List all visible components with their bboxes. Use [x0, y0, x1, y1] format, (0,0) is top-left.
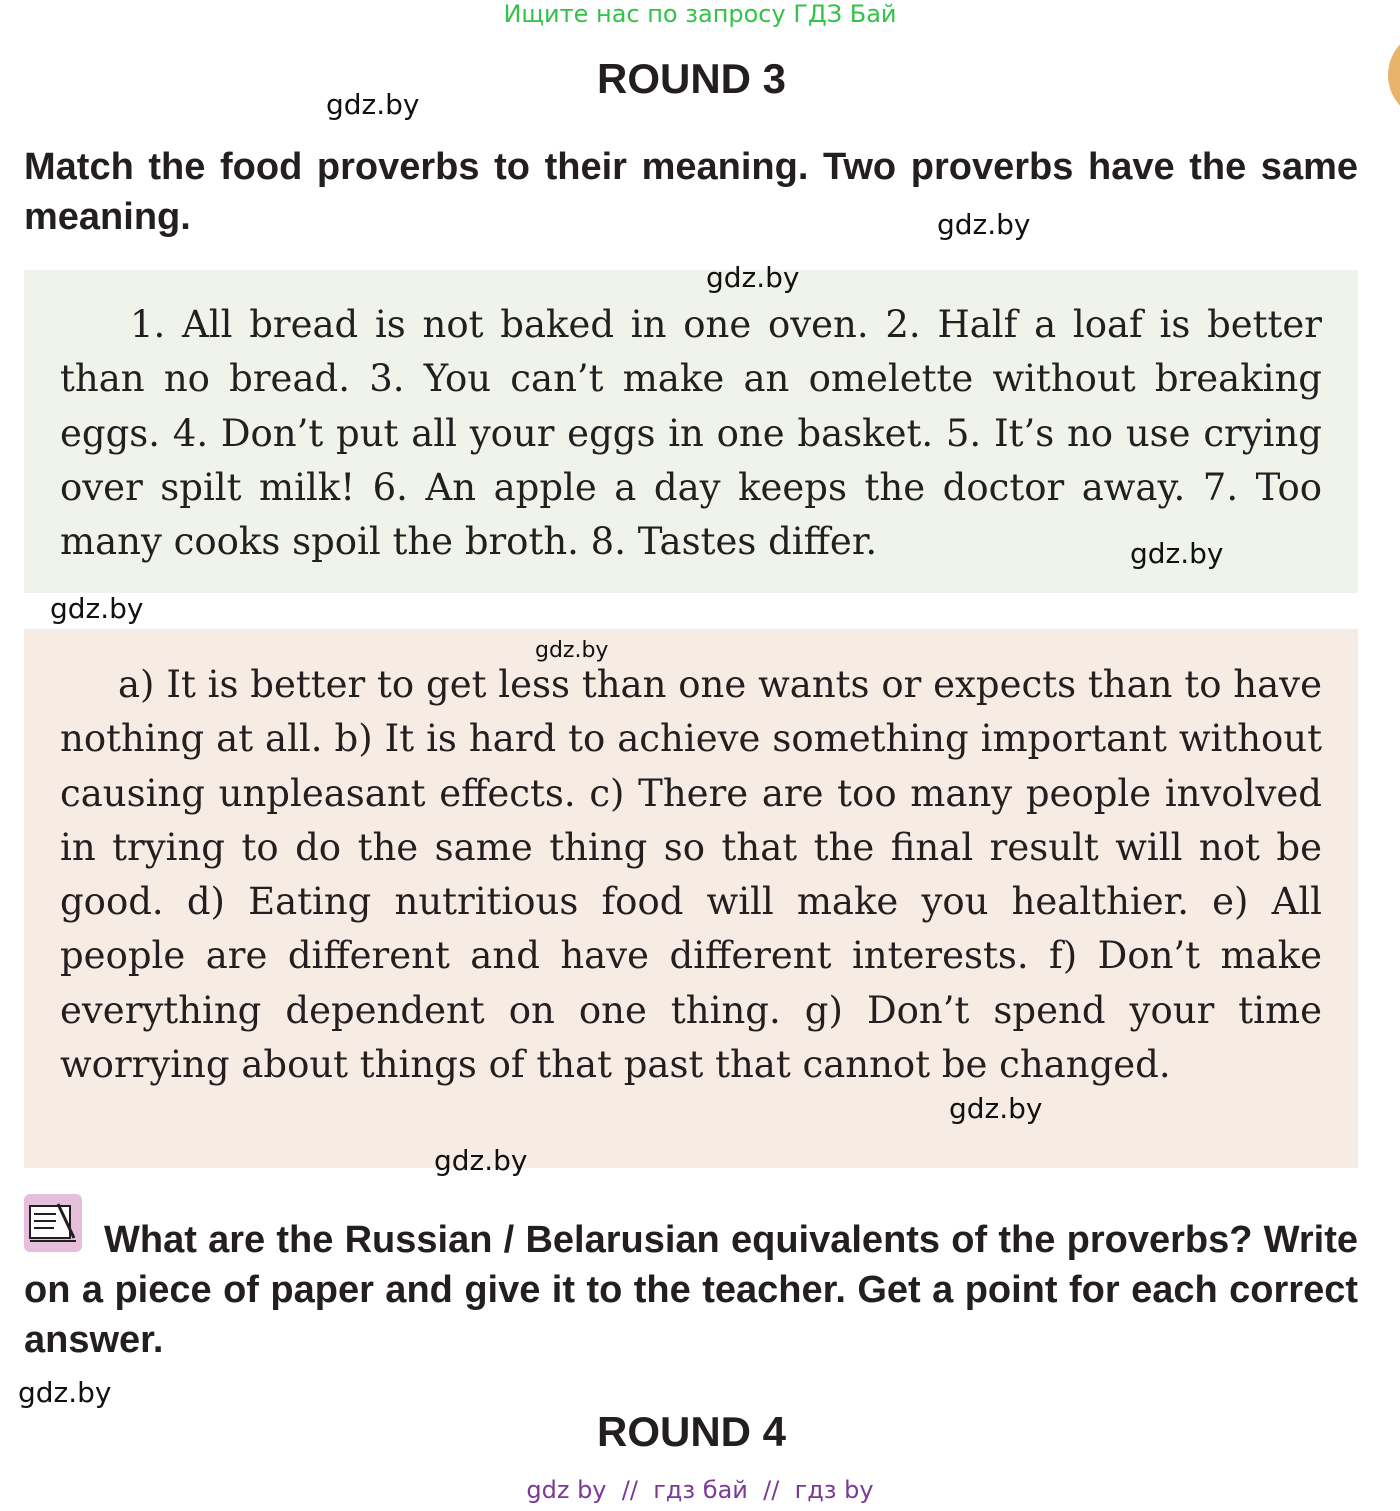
watermark: gdz.by — [50, 592, 144, 625]
watermark: gdz.by — [434, 1144, 528, 1177]
task-2-text: What are the Russian / Belarusian equivalents of the proverbs? Write on a piece of paper and give it to the teacher. Get a point for each correct answer. — [24, 1219, 1358, 1361]
watermark: gdz.by — [937, 208, 1031, 241]
proverbs-text: 1. All bread is not baked in one oven. 2. Half a loaf is better than no bread. 3. You can’t make an omelette without breaking eggs. 4. Don’t put all your eggs in one basket. 5. It’s no use crying over spilt milk! 6. An apple a day keeps the doctor away. 7. Too many cooks spoil the broth. 8. Tastes differ. — [60, 303, 1322, 564]
watermark: gdz.by — [949, 1092, 1043, 1125]
watermark: gdz.by — [18, 1376, 112, 1409]
top-banner[interactable]: Ищите нас по запросу ГДЗ Бай — [503, 0, 897, 28]
instruction-text: Match the food proverbs to their meaning. Two proverbs have the same meaning. — [24, 146, 1358, 238]
footer-links[interactable]: gdz by // гдз бай // гдз by — [526, 1476, 874, 1504]
round-3-title: ROUND 3 — [596, 55, 787, 102]
meanings-box — [24, 629, 1358, 1168]
meanings-text: a) It is better to get less than one wants or expects than to have nothing at all. b) It is hard to achieve something important without causing unpleasant effects. c) There are too many people involved in trying to do the same thing so that the final result will not be good. d) Eating nutritious food will make you healthier. e) All people are different and have different interests. f) Don’t make everything dependent on one thing. g) Don’t spend your time worrying about things of that past that cannot be changed. — [60, 663, 1322, 1087]
page-corner-decoration — [1388, 30, 1400, 120]
watermark: gdz.by — [706, 261, 800, 294]
round-4-title: ROUND 4 — [596, 1408, 787, 1455]
watermark: gdz.by — [326, 88, 420, 121]
watermark: gdz.by — [535, 638, 609, 663]
watermark: gdz.by — [1130, 537, 1224, 570]
